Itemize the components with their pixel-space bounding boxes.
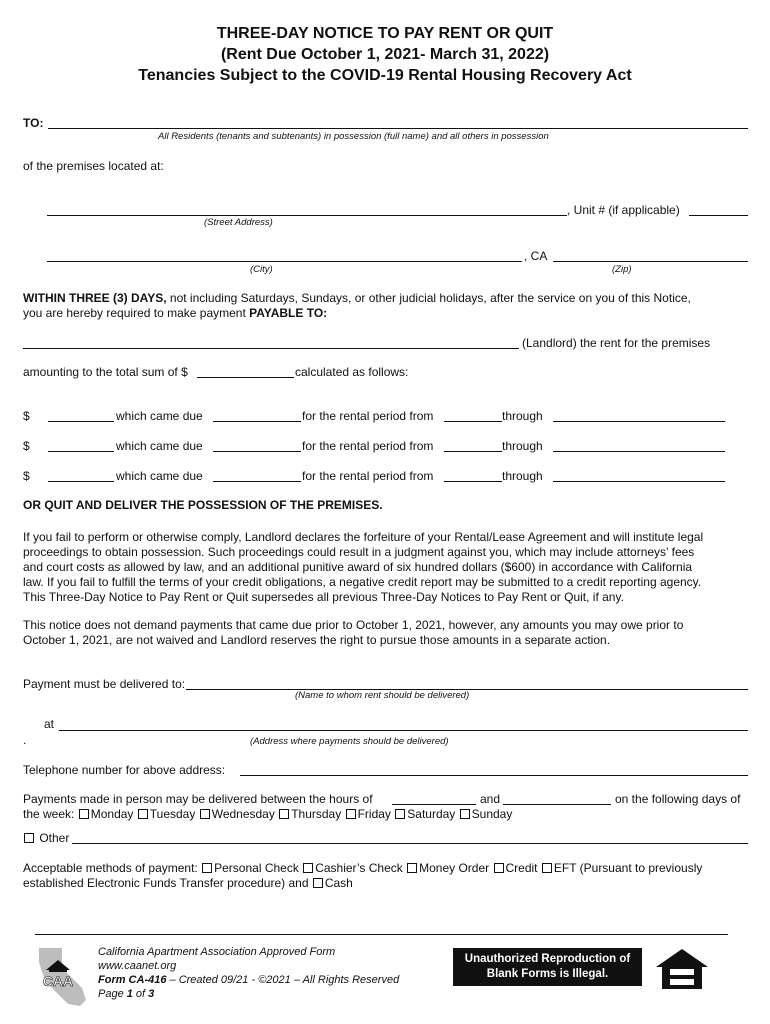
day-option-tuesday[interactable]: Tuesday xyxy=(137,807,196,821)
footer-page: Page 1 of 3 xyxy=(98,988,155,1000)
checkbox-icon[interactable] xyxy=(303,863,313,873)
checkbox-icon[interactable] xyxy=(346,809,356,819)
hours-and-label: and xyxy=(480,792,501,806)
at-label: at xyxy=(44,717,55,731)
caa-logo xyxy=(36,944,92,1010)
unit-field[interactable] xyxy=(689,215,748,216)
method-money-order[interactable]: Money Order xyxy=(406,861,489,875)
city-caption: (City) xyxy=(250,264,273,275)
days-row xyxy=(23,807,512,822)
street-address-field[interactable] xyxy=(47,215,567,216)
checkbox-icon[interactable] xyxy=(279,809,289,819)
calculated-label: calculated as follows: xyxy=(295,365,409,379)
equal-housing-icon xyxy=(654,947,710,991)
period-amount-field[interactable] xyxy=(48,451,114,452)
to-label: TO: xyxy=(23,116,44,130)
landlord-field[interactable] xyxy=(23,348,519,349)
period-from-label: for the rental period from xyxy=(302,469,434,483)
method-eft[interactable]: EFT (Pursuant to previously xyxy=(541,861,703,875)
telephone-field[interactable] xyxy=(240,775,748,776)
within-line-2: you are hereby required to make payment PAYABLE TO: xyxy=(23,306,328,320)
amount-label: amounting to the total sum of $ xyxy=(23,365,188,379)
due-date-field[interactable] xyxy=(213,421,301,422)
unit-label: , Unit # (if applicable) xyxy=(567,203,680,217)
para1-line: proceedings to obtain possession. Such proceedings could result in a judgment against you, which may include attorneys’ fees xyxy=(23,545,695,559)
telephone-label: Telephone number for above address: xyxy=(23,763,226,777)
method-cashiers-check[interactable]: Cashier’s Check xyxy=(302,861,403,875)
checkbox-icon[interactable] xyxy=(460,809,470,819)
within-line-1: WITHIN THREE (3) DAYS, not including Saturdays, Sundays, or other judicial holidays, after the service on you of this Notice, xyxy=(23,291,691,305)
through-label: through xyxy=(502,439,543,453)
zip-field[interactable] xyxy=(553,261,748,262)
or-quit-heading: OR QUIT AND DELIVER THE POSSESSION OF THE PREMISES. xyxy=(23,498,383,512)
other-field[interactable] xyxy=(72,843,748,844)
day-option-wednesday[interactable]: Wednesday xyxy=(199,807,275,821)
para2-line: October 1, 2021, are not waived and Landlord reserves the right to pursue those amounts in a separate action. xyxy=(23,633,611,647)
dollar-sign: $ xyxy=(23,439,30,453)
other-option[interactable]: Other xyxy=(23,831,69,846)
checkbox-icon[interactable] xyxy=(200,809,210,819)
checkbox-icon[interactable] xyxy=(494,863,504,873)
method-cash[interactable]: Cash xyxy=(312,876,353,890)
day-option-monday[interactable]: Monday xyxy=(78,807,134,821)
method-personal-check[interactable]: Personal Check xyxy=(201,861,299,875)
method-credit[interactable]: Credit xyxy=(493,861,538,875)
dot-mark: . xyxy=(23,733,27,747)
week-label: the week: xyxy=(23,807,75,821)
forfeiture-paragraph xyxy=(23,530,753,605)
landlord-label: (Landlord) the rent for the premises xyxy=(522,336,711,350)
day-option-sunday[interactable]: Sunday xyxy=(459,807,513,821)
para1-line: This Three-Day Notice to Pay Rent or Quit supersedes all previous Three-Day Notices to Pay Rent or Quit, if any. xyxy=(23,590,624,604)
hours-label: Payments made in person may be delivered between the hours of xyxy=(23,792,373,806)
came-due-label: which came due xyxy=(116,469,203,483)
para2-line: This notice does not demand payments that came due prior to October 1, 2021, however, any amounts you may owe prior to xyxy=(23,618,684,632)
came-due-label: which came due xyxy=(116,409,203,423)
footer-assoc: California Apartment Association Approved Form xyxy=(98,946,336,958)
prior-amounts-paragraph xyxy=(23,618,753,648)
para1-line: and court costs as allowed by law, and an additional punitive award of six hundred dollars ($600) in accordance with California xyxy=(23,560,693,574)
checkbox-icon[interactable] xyxy=(407,863,417,873)
period-start-field[interactable] xyxy=(444,451,502,452)
total-amount-field[interactable] xyxy=(197,377,294,378)
period-end-field[interactable] xyxy=(553,421,725,422)
methods-row-2: established Electronic Funds Transfer procedure) and Cash xyxy=(23,876,353,890)
period-end-field[interactable] xyxy=(553,481,725,482)
came-due-label: which came due xyxy=(116,439,203,453)
premises-label: of the premises located at: xyxy=(23,159,164,173)
to-caption: All Residents (tenants and subtenants) in possession (full name) and all others in possession xyxy=(158,131,549,142)
para1-line: If you fail to perform or otherwise comply, Landlord declares the forfeiture of your Rental/Lease Agreement and will institute legal xyxy=(23,530,704,544)
hours-to-field[interactable] xyxy=(503,804,611,805)
city-field[interactable] xyxy=(47,261,522,262)
checkbox-icon[interactable] xyxy=(24,833,34,843)
delivery-address-field[interactable] xyxy=(59,730,748,731)
title-line-1: THREE-DAY NOTICE TO PAY RENT OR QUIT xyxy=(216,25,554,42)
checkbox-icon[interactable] xyxy=(313,878,323,888)
through-label: through xyxy=(502,409,543,423)
through-label: through xyxy=(502,469,543,483)
dollar-sign: $ xyxy=(23,469,30,483)
period-from-label: for the rental period from xyxy=(302,409,434,423)
period-amount-field[interactable] xyxy=(48,421,114,422)
methods-label: Acceptable methods of payment: xyxy=(23,861,198,875)
footer-url[interactable]: www.caanet.org xyxy=(98,960,177,972)
to-field-line[interactable] xyxy=(48,128,748,129)
methods-row xyxy=(23,861,702,876)
street-caption: (Street Address) xyxy=(204,217,273,228)
footer-divider xyxy=(35,934,728,935)
svg-text:CAA: CAA xyxy=(42,973,74,989)
period-start-field[interactable] xyxy=(444,421,502,422)
footer-form-id: Form CA-416 – Created 09/21 - ©2021 – All Rights Reserved xyxy=(98,974,400,986)
zip-caption: (Zip) xyxy=(612,264,632,275)
california-map-icon xyxy=(36,944,92,1010)
period-end-field[interactable] xyxy=(553,451,725,452)
period-start-field[interactable] xyxy=(444,481,502,482)
checkbox-icon[interactable] xyxy=(395,809,405,819)
ca-label: , CA xyxy=(524,249,548,263)
checkbox-icon[interactable] xyxy=(79,809,89,819)
delivered-to-label: Payment must be delivered to: xyxy=(23,677,186,691)
checkbox-icon[interactable] xyxy=(202,863,212,873)
name-caption: (Name to whom rent should be delivered) xyxy=(295,690,470,701)
day-option-friday[interactable]: Friday xyxy=(345,807,391,821)
checkbox-icon[interactable] xyxy=(542,863,552,873)
period-from-label: for the rental period from xyxy=(302,439,434,453)
hours-from-field[interactable] xyxy=(392,804,476,805)
day-option-saturday[interactable]: Saturday xyxy=(394,807,455,821)
hours-suffix-label: on the following days of xyxy=(615,792,741,806)
due-date-field[interactable] xyxy=(213,451,301,452)
para1-line: law. If you fail to fulfill the terms of your credit obligations, a negative credit report may be submitted to a credit reporting agency. xyxy=(23,575,702,589)
period-amount-field[interactable] xyxy=(48,481,114,482)
dollar-sign: $ xyxy=(23,409,30,423)
title-line-2: (Rent Due October 1, 2021- March 31, 2022) xyxy=(220,46,550,63)
day-option-thursday[interactable]: Thursday xyxy=(278,807,341,821)
due-date-field[interactable] xyxy=(213,481,301,482)
title-line-3: Tenancies Subject to the COVID-19 Rental Housing Recovery Act xyxy=(138,67,632,84)
checkbox-icon[interactable] xyxy=(138,809,148,819)
reproduction-warning: Unauthorized Reproduction of Blank Forms is Illegal. xyxy=(453,948,642,986)
address-caption: (Address where payments should be delivered) xyxy=(250,736,449,747)
